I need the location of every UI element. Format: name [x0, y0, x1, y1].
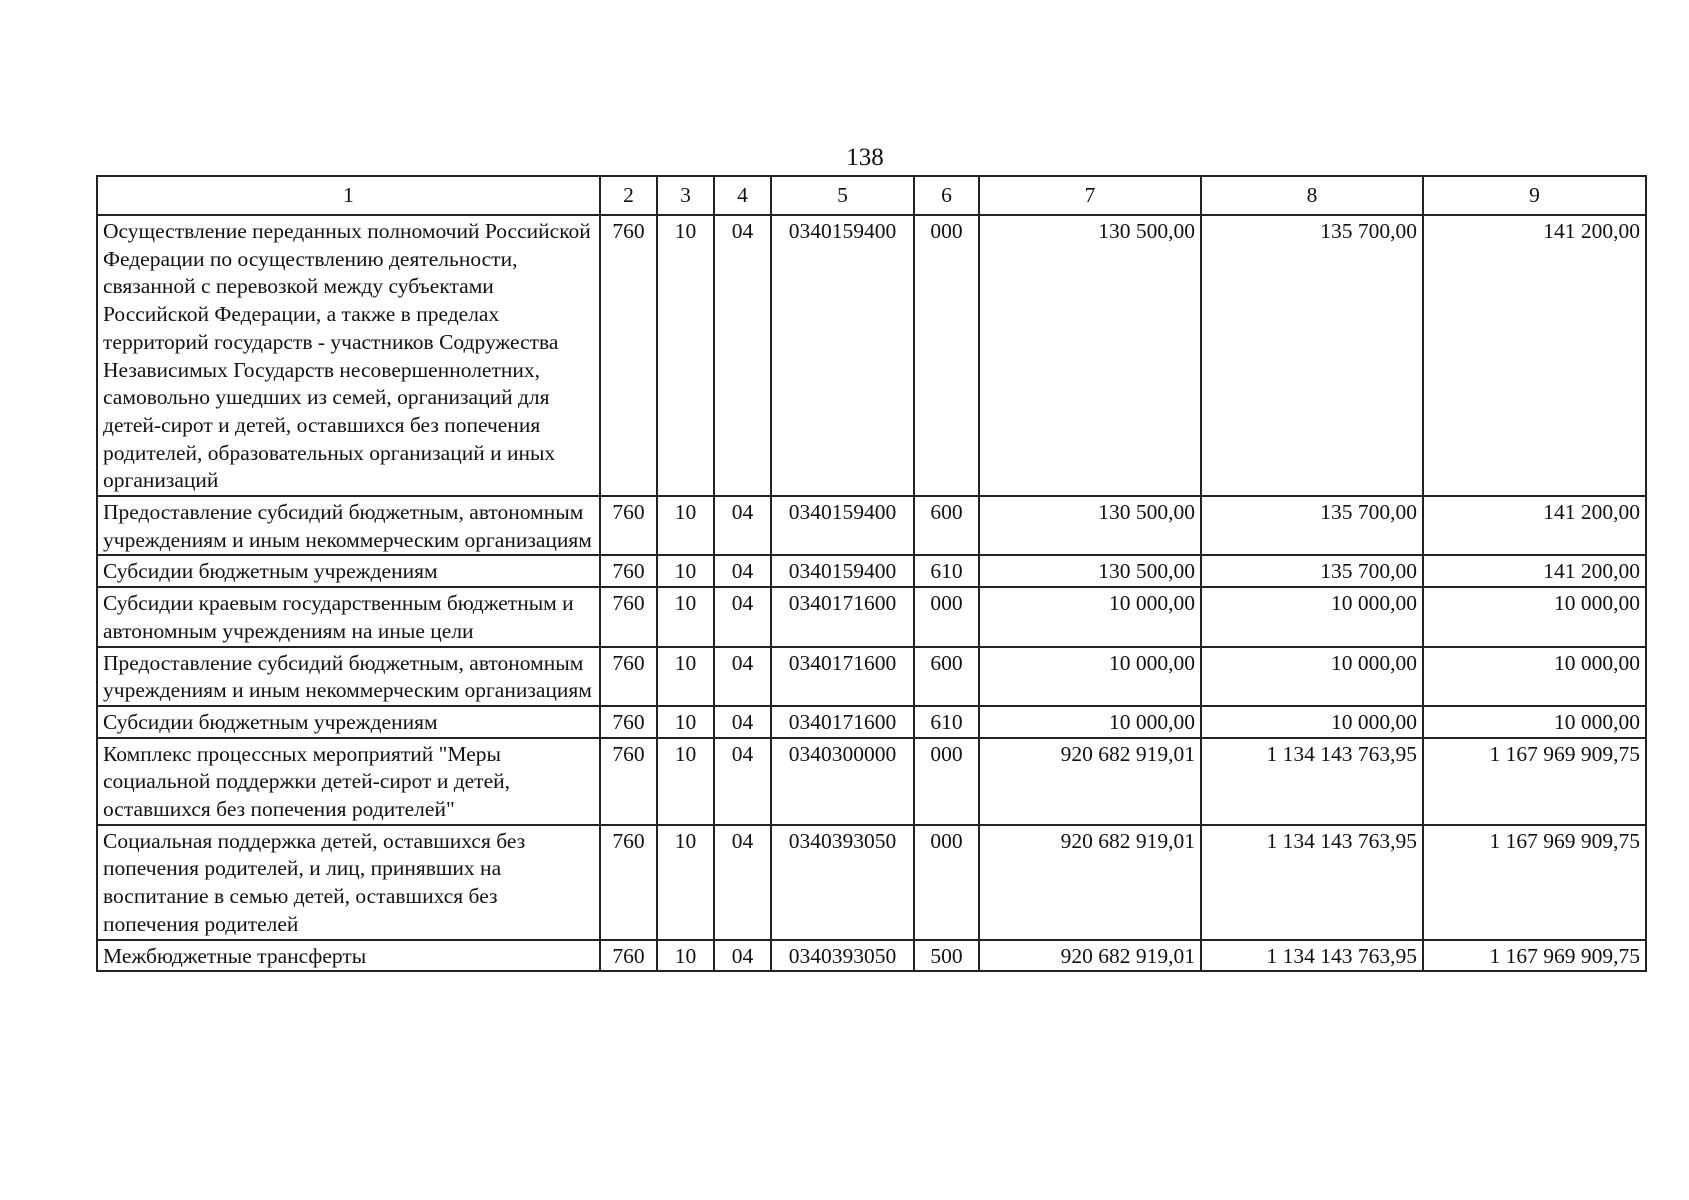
code-cell: 0340171600 — [771, 647, 914, 706]
code-cell: 760 — [600, 738, 657, 825]
code-cell: 760 — [600, 587, 657, 646]
code-cell: 10 — [657, 555, 714, 587]
header-cell: 4 — [714, 176, 771, 215]
code-cell: 760 — [600, 647, 657, 706]
item-name-cell: Межбюджетные трансферты — [97, 940, 600, 972]
item-name-cell: Предоставление субсидий бюджетным, автономным учреждениям и иным некоммерческим организациям — [97, 496, 600, 555]
amount-cell: 1 134 143 763,95 — [1201, 940, 1423, 972]
code-cell: 760 — [600, 940, 657, 972]
budget-table — [96, 175, 1647, 972]
table-row — [97, 587, 1646, 646]
code-cell: 000 — [914, 825, 979, 940]
amount-cell: 10 000,00 — [1423, 706, 1646, 738]
amount-cell: 1 167 969 909,75 — [1423, 825, 1646, 940]
code-cell: 04 — [714, 555, 771, 587]
amount-cell: 10 000,00 — [1423, 587, 1646, 646]
code-cell: 760 — [600, 706, 657, 738]
code-cell: 0340171600 — [771, 587, 914, 646]
code-cell: 10 — [657, 496, 714, 555]
amount-cell: 135 700,00 — [1201, 555, 1423, 587]
table-row — [97, 940, 1646, 972]
code-cell: 0340171600 — [771, 706, 914, 738]
amount-cell: 141 200,00 — [1423, 215, 1646, 496]
code-cell: 10 — [657, 825, 714, 940]
table-row — [97, 706, 1646, 738]
code-cell: 10 — [657, 647, 714, 706]
amount-cell: 10 000,00 — [979, 706, 1201, 738]
code-cell: 0340159400 — [771, 496, 914, 555]
code-cell: 10 — [657, 738, 714, 825]
code-cell: 04 — [714, 647, 771, 706]
amount-cell: 1 167 969 909,75 — [1423, 738, 1646, 825]
page-number: 138 — [846, 144, 884, 171]
table-row — [97, 496, 1646, 555]
code-cell: 10 — [657, 940, 714, 972]
code-cell: 04 — [714, 825, 771, 940]
code-cell: 04 — [714, 587, 771, 646]
table-row — [97, 825, 1646, 940]
item-name-cell: Осуществление переданных полномочий Российской Федерации по осуществлению деятельности, связанной с перевозкой между субъектами Российской Федерации, а также в пределах территорий государств - участников Содружества Независимых Государств несовершеннолетних, самовольно ушедших из семей, организаций для детей-сирот и детей, оставшихся без попечения родителей, образовательных организаций и иных организаций — [97, 215, 600, 496]
amount-cell: 135 700,00 — [1201, 496, 1423, 555]
header-cell: 7 — [979, 176, 1201, 215]
code-cell: 0340159400 — [771, 555, 914, 587]
code-cell: 600 — [914, 496, 979, 555]
code-cell: 04 — [714, 706, 771, 738]
code-cell: 760 — [600, 496, 657, 555]
header-cell: 3 — [657, 176, 714, 215]
amount-cell: 1 167 969 909,75 — [1423, 940, 1646, 972]
code-cell: 0340393050 — [771, 825, 914, 940]
code-cell: 04 — [714, 940, 771, 972]
amount-cell: 10 000,00 — [979, 647, 1201, 706]
amount-cell: 10 000,00 — [1201, 587, 1423, 646]
amount-cell: 10 000,00 — [1201, 706, 1423, 738]
code-cell: 10 — [657, 706, 714, 738]
code-cell: 500 — [914, 940, 979, 972]
amount-cell: 130 500,00 — [979, 215, 1201, 496]
amount-cell: 1 134 143 763,95 — [1201, 738, 1423, 825]
code-cell: 000 — [914, 215, 979, 496]
table-row — [97, 738, 1646, 825]
header-row — [97, 176, 1646, 215]
code-cell: 04 — [714, 215, 771, 496]
table-body — [97, 215, 1646, 971]
header-cell: 8 — [1201, 176, 1423, 215]
amount-cell: 920 682 919,01 — [979, 940, 1201, 972]
amount-cell: 135 700,00 — [1201, 215, 1423, 496]
code-cell: 000 — [914, 587, 979, 646]
code-cell: 0340300000 — [771, 738, 914, 825]
code-cell: 10 — [657, 215, 714, 496]
item-name-cell: Комплекс процессных мероприятий "Меры социальной поддержки детей-сирот и детей, оставшихся без попечения родителей" — [97, 738, 600, 825]
code-cell: 0340159400 — [771, 215, 914, 496]
code-cell: 10 — [657, 587, 714, 646]
header-cell: 5 — [771, 176, 914, 215]
item-name-cell: Субсидии бюджетным учреждениям — [97, 706, 600, 738]
item-name-cell: Субсидии бюджетным учреждениям — [97, 555, 600, 587]
table-row — [97, 555, 1646, 587]
table-row — [97, 215, 1646, 496]
header-cell: 9 — [1423, 176, 1646, 215]
item-name-cell: Социальная поддержка детей, оставшихся без попечения родителей, и лиц, принявших на воспитание в семью детей, оставшихся без попечения родителей — [97, 825, 600, 940]
table-row — [97, 647, 1646, 706]
amount-cell: 141 200,00 — [1423, 496, 1646, 555]
item-name-cell: Предоставление субсидий бюджетным, автономным учреждениям и иным некоммерческим организациям — [97, 647, 600, 706]
code-cell: 000 — [914, 738, 979, 825]
code-cell: 04 — [714, 496, 771, 555]
amount-cell: 920 682 919,01 — [979, 825, 1201, 940]
header-cell: 6 — [914, 176, 979, 215]
code-cell: 760 — [600, 215, 657, 496]
header-cell: 1 — [97, 176, 600, 215]
code-cell: 04 — [714, 738, 771, 825]
item-name-cell: Субсидии краевым государственным бюджетным и автономным учреждениям на иные цели — [97, 587, 600, 646]
amount-cell: 130 500,00 — [979, 496, 1201, 555]
amount-cell: 10 000,00 — [1201, 647, 1423, 706]
amount-cell: 920 682 919,01 — [979, 738, 1201, 825]
code-cell: 600 — [914, 647, 979, 706]
code-cell: 760 — [600, 555, 657, 587]
amount-cell: 10 000,00 — [979, 587, 1201, 646]
header-cell: 2 — [600, 176, 657, 215]
amount-cell: 1 134 143 763,95 — [1201, 825, 1423, 940]
amount-cell: 141 200,00 — [1423, 555, 1646, 587]
code-cell: 610 — [914, 555, 979, 587]
amount-cell: 130 500,00 — [979, 555, 1201, 587]
code-cell: 610 — [914, 706, 979, 738]
amount-cell: 10 000,00 — [1423, 647, 1646, 706]
code-cell: 760 — [600, 825, 657, 940]
code-cell: 0340393050 — [771, 940, 914, 972]
